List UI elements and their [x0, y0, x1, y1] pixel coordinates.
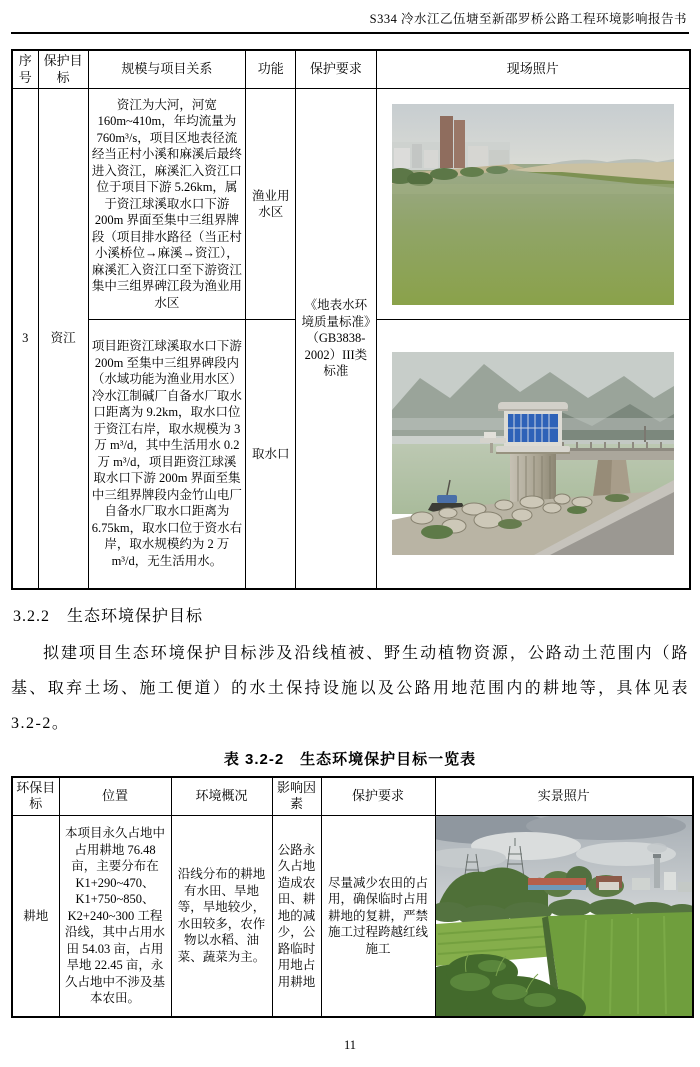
- document-header: [11, 9, 689, 34]
- scale-cell-intake: 项目距资江球溪取水口下游 200m 至集中三组界碑段内（水域功能为渔业用水区）冷水江制碱厂自备水厂取水口距离为 9.2km，取水口位于资江右岸，取水规模为 3 万 m³/d，其中生活用水 0.2 万 m³/d，项目距资江球溪取水口下游 200m 界面至集中三组界牌段内金竹山电厂自备水厂取水口距离为 6.75km，取水口位于资水右岸，取水规模约为 2 万 m³/d，无生活用水。: [88, 320, 245, 589]
- table1-header-scale: 规模与项目关系: [88, 50, 245, 89]
- table2-header-location: 位置: [59, 777, 171, 816]
- function-cell-fishery: 渔业用水区: [246, 89, 296, 320]
- eco-environment-cell: 沿线分布的耕地有水田、旱地等，旱地较少，水田较多，农作物以水稻、油菜、蔬菜为主。: [171, 815, 272, 1017]
- scale-cell-fishery: 资江为大河，河宽160m~410m，年均流量为 760m³/s，项目区地表径流经当正村小溪和麻溪后最终进入资江，麻溪汇入资江口位于项目下游 5.26km，属于资江球溪取水口下游 200m 界面至集中三组界牌段（项目排水路径（当正村小溪桥位→麻溪→资江），麻溪汇入资江口至下游资江集中三组界碑江段为渔业用水区: [88, 89, 245, 320]
- water-protection-table: [11, 49, 691, 590]
- intake-photo-cell: [376, 320, 690, 589]
- eco-target-cell: 耕地: [12, 815, 59, 1017]
- table2-header-target: 环保目标: [12, 777, 59, 816]
- table1-subrow-fishery: [12, 89, 690, 320]
- section-heading: 3.2.2 生态环境保护目标: [13, 607, 204, 625]
- protection-cell: 《地表水环境质量标准》（GB3838-2002）III类标准: [296, 89, 376, 589]
- farmland-photo: [436, 816, 692, 1016]
- eco-protection-cell: 尽量减少农田的占用，确保临时占用耕地的复耕，严禁施工过程跨越红线施工: [321, 815, 435, 1017]
- table2-header-environment: 环境概况: [171, 777, 272, 816]
- eco-impact-cell: 公路永久占地造成农田、耕地的减少，公路临时用地占用耕地: [272, 815, 321, 1017]
- table2-header-protection: 保护要求: [321, 777, 435, 816]
- eco-protection-table: [11, 776, 694, 1019]
- table1-header-row: [12, 50, 690, 89]
- table2-header-row: [12, 777, 693, 816]
- table1-header-target: 保护目标: [38, 50, 88, 89]
- river-photo-cell: [376, 89, 690, 320]
- page-number: 11: [343, 1038, 357, 1052]
- farmland-photo-cell: [435, 815, 693, 1017]
- table2-caption: 表 3.2-2 生态环境保护目标一览表: [223, 750, 477, 768]
- eco-location-cell: 本项目永久占地中占用耕地 76.48 亩，主要分布在 K1+290~470、K1+750~850、K2+240~300 工程沿线，其中占用水田 54.03 亩，占用旱地 22.45 亩，永久占地中不涉及基本农田。: [59, 815, 171, 1017]
- table2-row-farmland: [12, 815, 693, 1017]
- row-index-cell: 3: [12, 89, 38, 589]
- row-target-cell: 资江: [38, 89, 88, 589]
- table2-header-impact: 影响因素: [272, 777, 321, 816]
- river-photo: [392, 104, 674, 305]
- table1-header-photo: 现场照片: [376, 50, 690, 89]
- section-paragraph: 拟建项目生态环境保护目标涉及沿线植被、野生动植物资源，公路动土范围内（路基、取弃土场、施工便道）的水土保持设施以及公路用地范围内的耕地等，具体见表3.2-2。: [11, 644, 689, 732]
- table1-header-protection: 保护要求: [296, 50, 376, 89]
- intake-tower-photo: [392, 352, 674, 555]
- table1-header-function: 功能: [246, 50, 296, 89]
- table1-header-index: 序号: [12, 50, 38, 89]
- header-title: S334 冷水江乙伍塘至新邵罗桥公路工程环境影响报告书: [369, 12, 687, 26]
- table2-header-photo: 实景照片: [435, 777, 693, 816]
- function-cell-intake: 取水口: [246, 320, 296, 589]
